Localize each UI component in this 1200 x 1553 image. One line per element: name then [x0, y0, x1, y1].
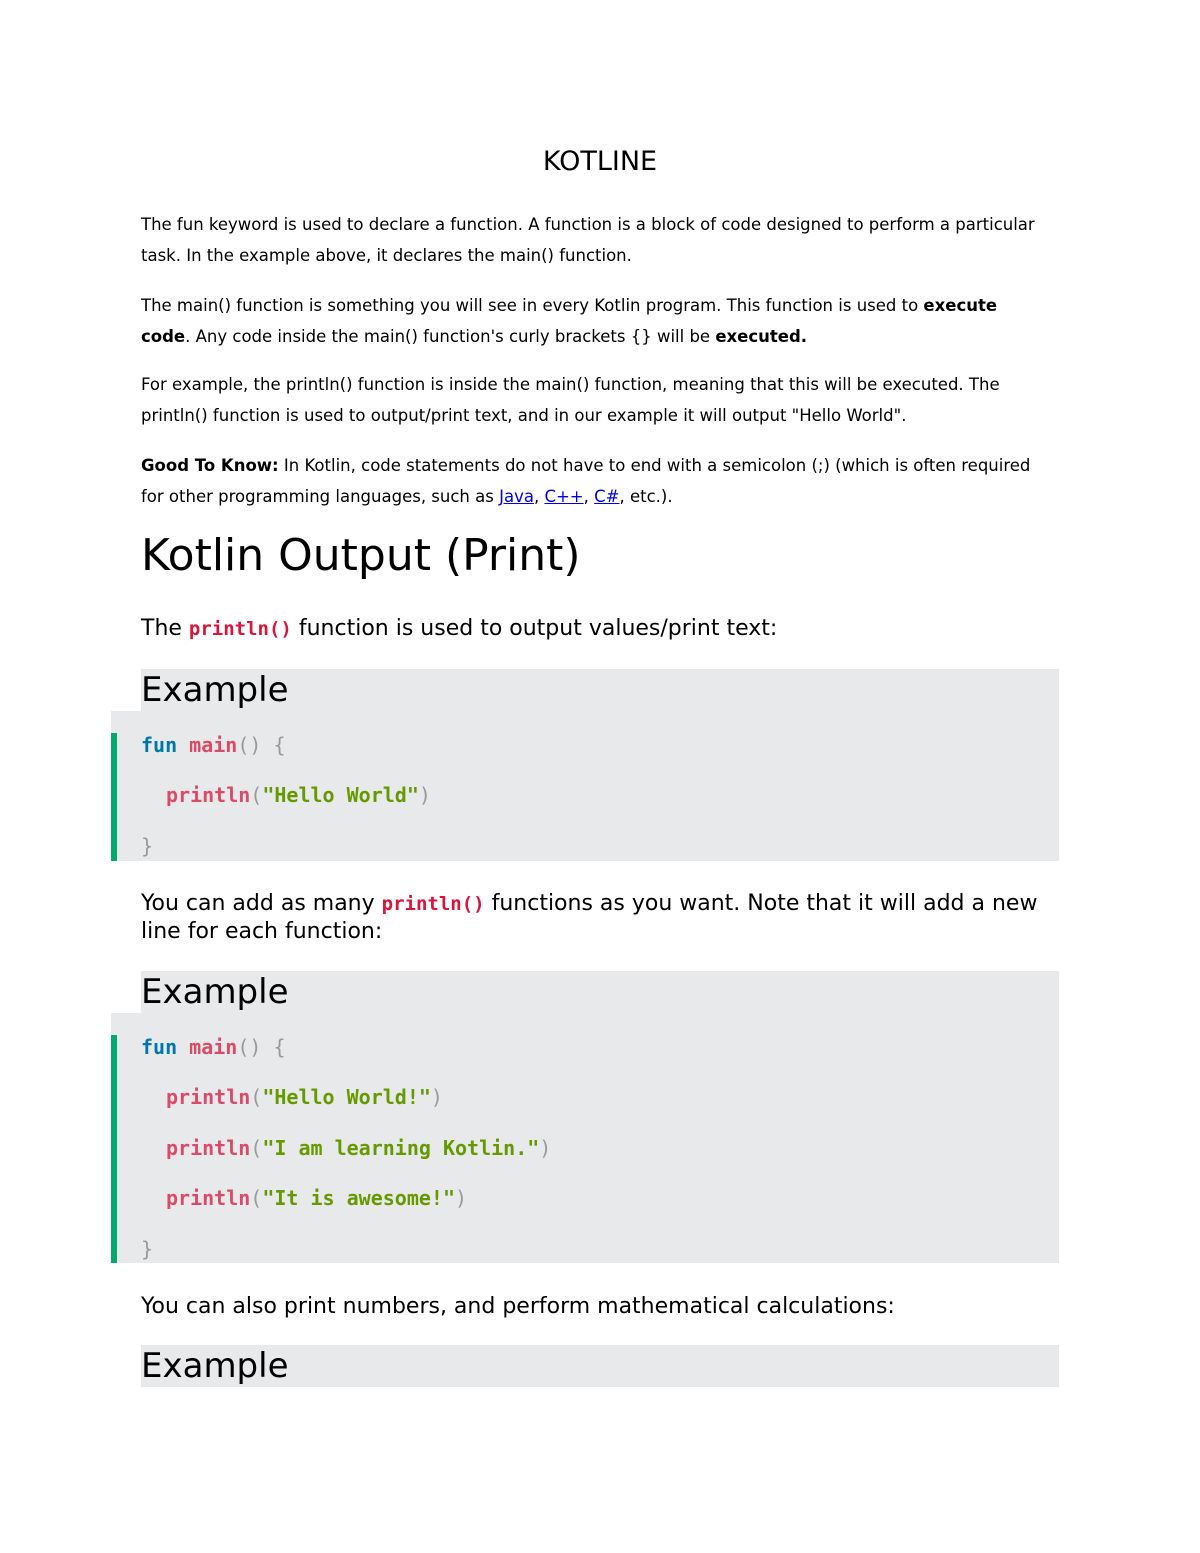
text: function is used to output values/print text: [291, 616, 778, 641]
code-line [141, 1237, 153, 1261]
punctuation: { [261, 733, 286, 757]
punctuation: ( [250, 1136, 263, 1160]
string-literal: "I am learning Kotlin." [262, 1136, 540, 1160]
string-literal: "It is awesome!" [262, 1186, 455, 1210]
function-name: println [166, 1186, 251, 1210]
good-to-know-label: Good To Know: [141, 456, 279, 475]
inline-code: println() [188, 618, 292, 640]
punctuation: } [141, 1237, 154, 1261]
text: , etc.). [619, 487, 673, 506]
punctuation: ) [539, 1136, 552, 1160]
example-heading-1: Example [141, 669, 1059, 711]
paragraph-println-example: For example, the println() function is inside the main() function, meaning that this will be executed. The println() function is used to output/print text, and in our example it will output "Hello World". [141, 375, 1000, 425]
example-heading-3: Example [141, 1345, 1059, 1387]
link-java[interactable]: Java [499, 487, 534, 506]
code-line [166, 783, 431, 807]
function-name: println [166, 783, 251, 807]
separator: , [583, 487, 595, 506]
lead-multiple-println [141, 890, 1041, 945]
lead-println [141, 615, 1041, 643]
text: You can add as many [141, 891, 382, 916]
separator: , [533, 487, 545, 506]
lead-print-numbers: You can also print numbers, and perform mathematical calculations: [141, 1294, 895, 1319]
string-literal: "Hello World" [262, 783, 419, 807]
punctuation: { [261, 1035, 286, 1059]
paragraph-good-to-know [141, 450, 1041, 512]
link-csharp[interactable]: C# [594, 487, 620, 506]
code-accent-bar [111, 733, 117, 861]
punctuation: ) [455, 1186, 468, 1210]
string-literal: "Hello World!" [262, 1085, 431, 1109]
text: The [141, 616, 189, 641]
bold-text: executed [715, 327, 801, 346]
bold-text: execute code [141, 296, 998, 346]
punctuation: ( [250, 783, 263, 807]
bold-text: . [800, 327, 808, 346]
function-name: main [189, 1035, 238, 1059]
code-line [166, 1136, 551, 1160]
paragraph-fun-keyword: The fun keyword is used to declare a function. A function is a block of code designed to perform a particular task. In the example above, it declares the main() function. [141, 215, 1035, 265]
inline-code: println() [381, 893, 485, 915]
keyword: fun [141, 733, 178, 757]
text: . Any code inside the main() function's curly brackets {} will be [185, 327, 716, 346]
text: In Kotlin, code statements do not have to end with a semicolon (;) (which is often required for other programming languages, such as [141, 456, 1031, 506]
code-line [141, 834, 153, 858]
code-block-2 [111, 1013, 1059, 1263]
function-name: println [166, 1136, 251, 1160]
code-line [141, 733, 286, 757]
code-line [166, 1186, 467, 1210]
code-line [141, 1035, 286, 1059]
text: The main() function is something you will see in every Kotlin program. This function is used to [141, 296, 924, 315]
punctuation: ) [430, 1085, 443, 1109]
punctuation: ) [418, 783, 431, 807]
section-heading: Kotlin Output (Print) [141, 530, 581, 581]
code-line [166, 1085, 443, 1109]
example-heading-2: Example [141, 971, 1059, 1013]
function-name: println [166, 1085, 251, 1109]
code-block-1 [111, 711, 1059, 861]
document-title: KOTLINE [542, 146, 658, 177]
link-cpp[interactable]: C++ [544, 487, 584, 506]
function-name: main [189, 733, 238, 757]
punctuation: () [237, 733, 262, 757]
punctuation: ( [250, 1186, 263, 1210]
punctuation: () [237, 1035, 262, 1059]
punctuation: } [141, 834, 154, 858]
text: functions as you want. Note that it will add a new line for each function: [141, 891, 1038, 944]
code-accent-bar [111, 1035, 117, 1263]
punctuation: ( [250, 1085, 263, 1109]
paragraph-main-function [141, 290, 1041, 352]
keyword: fun [141, 1035, 178, 1059]
